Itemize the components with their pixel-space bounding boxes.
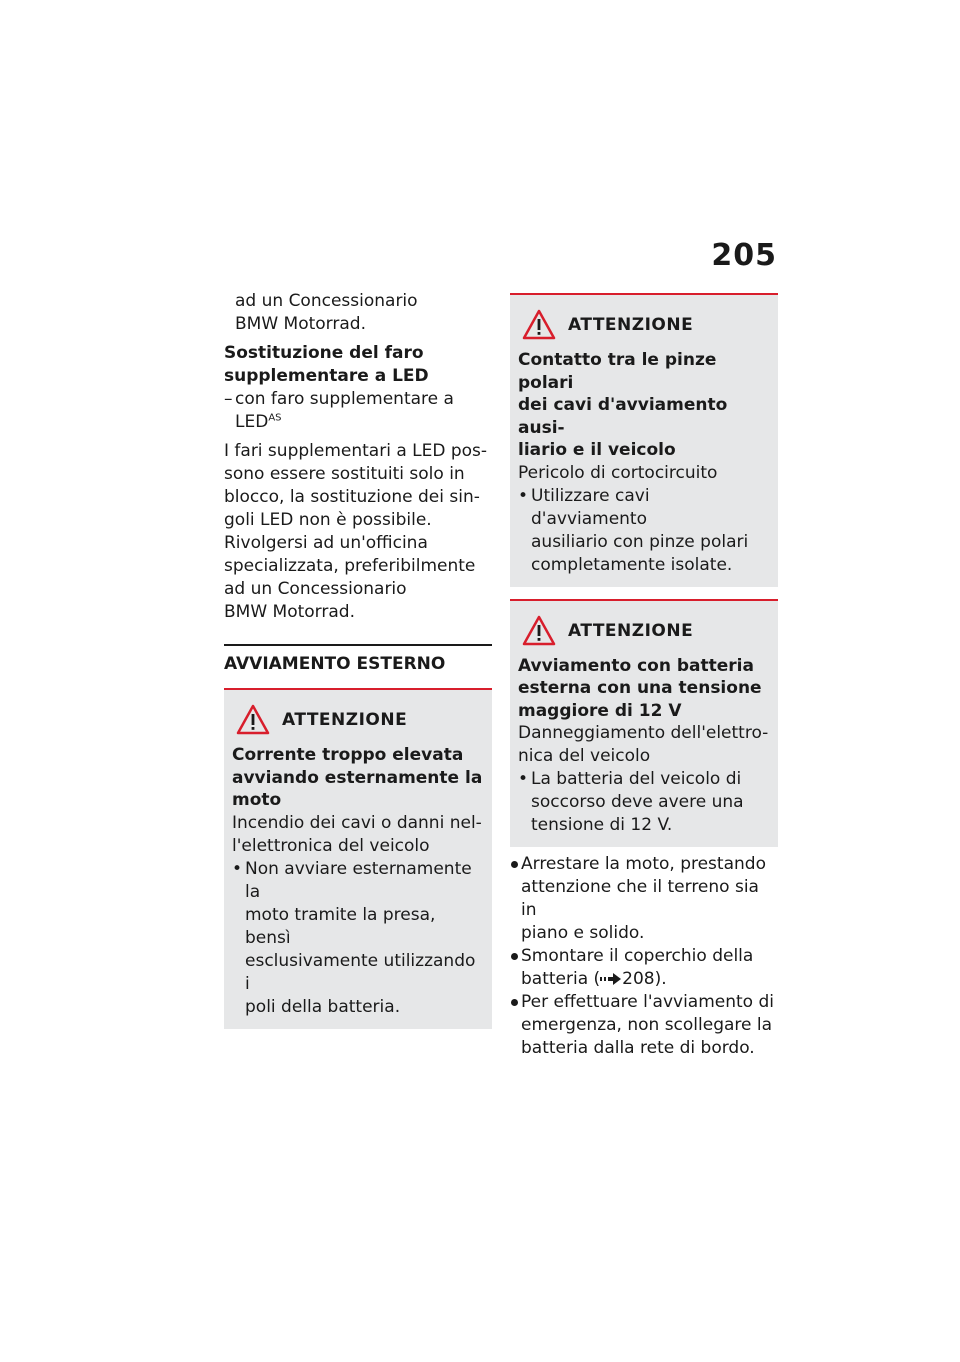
warning-box	[224, 688, 492, 1029]
warning-title: ATTENZIONE	[568, 620, 694, 641]
warning-triangle-icon	[236, 704, 270, 736]
warning-triangle-icon	[522, 615, 556, 647]
warning-body-line: nica del veicolo	[518, 746, 651, 766]
warning-bullet: • Non avviare esternamente la	[232, 858, 472, 902]
step-item: Per effettuare l'avviamento di	[510, 991, 778, 1014]
warning-body-line: Incendio dei cavi o danni nel-	[232, 812, 482, 833]
page-number: 205	[711, 238, 777, 273]
paragraph-line: goli LED non è possibile.	[224, 510, 432, 530]
warning-body-line: l'elettronica del veicolo	[232, 835, 430, 856]
paragraph-line: BMW Motorrad.	[224, 602, 355, 622]
warning-bullet-line: poli della batteria.	[245, 996, 401, 1017]
paragraph-line: specializzata, preferibilmente	[224, 556, 476, 576]
dash-item-continuation: $LED^{AS}$	[235, 412, 282, 432]
right-column	[510, 283, 778, 1060]
paragraph-line: Rivolgersi ad un'officina	[224, 533, 428, 553]
warning-bullet: • La batteria del veicolo di	[518, 769, 742, 789]
warning-heading-line: Contatto tra le pinze polari	[518, 350, 717, 393]
paragraph-line: sono essere sostituiti solo in	[224, 464, 465, 484]
subheading: supplementare a LED	[224, 366, 429, 386]
warning-heading-line: maggiore di 12 V	[518, 700, 682, 721]
left-column	[224, 290, 492, 1029]
warning-heading-line: liario e il veicolo	[518, 440, 676, 460]
warning-heading-line: Corrente troppo elevata	[232, 745, 464, 765]
warning-bullet: • Utilizzare cavi d'avviamento	[518, 485, 650, 529]
warning-title: ATTENZIONE	[282, 710, 408, 730]
step-item: Arrestare la moto, prestando	[510, 853, 778, 876]
warning-heading-line: dei cavi d'avviamento ausi-	[518, 395, 728, 438]
paragraph-line: ad un Concessionario	[224, 579, 407, 599]
step-line: piano e solido.	[521, 923, 645, 943]
dash-item-text: con faro supplementare a	[235, 389, 454, 409]
warning-heading-line: avviando esternamente la	[232, 767, 483, 788]
step-item: Smontare il coperchio della	[510, 945, 778, 968]
step-line: batteria ( 208).	[521, 969, 667, 989]
section-heading: AVVIAMENTO ESTERNO	[224, 644, 492, 676]
step-line: emergenza, non scollegare la	[521, 1015, 773, 1035]
subheading: Sostituzione del faro	[224, 343, 424, 363]
warning-heading-line: moto	[232, 790, 282, 810]
warning-body-line: Pericolo di cortocircuito	[518, 462, 718, 483]
warning-title: ATTENZIONE	[568, 315, 694, 335]
paragraph-line: blocco, la sostituzione dei sin-	[224, 487, 480, 507]
step-line: batteria dalla rete di bordo.	[521, 1038, 755, 1058]
warning-triangle-icon	[522, 309, 556, 341]
warning-bullet-line: esclusivamente utilizzando i	[245, 950, 476, 994]
paragraph-line: I fari supplementari a LED pos-	[224, 441, 488, 461]
warning-body-line: Danneggiamento dell'elettro-	[518, 723, 769, 743]
warning-box	[510, 599, 778, 848]
superscript: AS	[268, 412, 282, 424]
warning-box	[510, 293, 778, 587]
warning-bullet-line: moto tramite la presa, bensì	[245, 904, 436, 948]
warning-bullet-line: soccorso deve avere una	[531, 792, 744, 812]
intro-line: BMW Motorrad.	[235, 314, 366, 334]
page-reference-arrow-icon	[600, 973, 622, 985]
warning-bullet-line: tensione di 12 V.	[531, 815, 673, 835]
warning-heading-line: esterna con una tensione	[518, 678, 762, 698]
page-reference[interactable]: 208	[622, 969, 655, 989]
warning-heading-line: Avviamento con batteria	[518, 655, 754, 676]
intro-line: ad un Concessionario	[235, 291, 418, 311]
warning-bullet-line: completamente isolate.	[531, 554, 733, 575]
warning-bullet-line: ausiliario con pinze polari	[531, 531, 749, 552]
step-line: attenzione che il terreno sia in	[521, 877, 759, 920]
dash-item: – con faro supplementare a	[224, 389, 454, 409]
